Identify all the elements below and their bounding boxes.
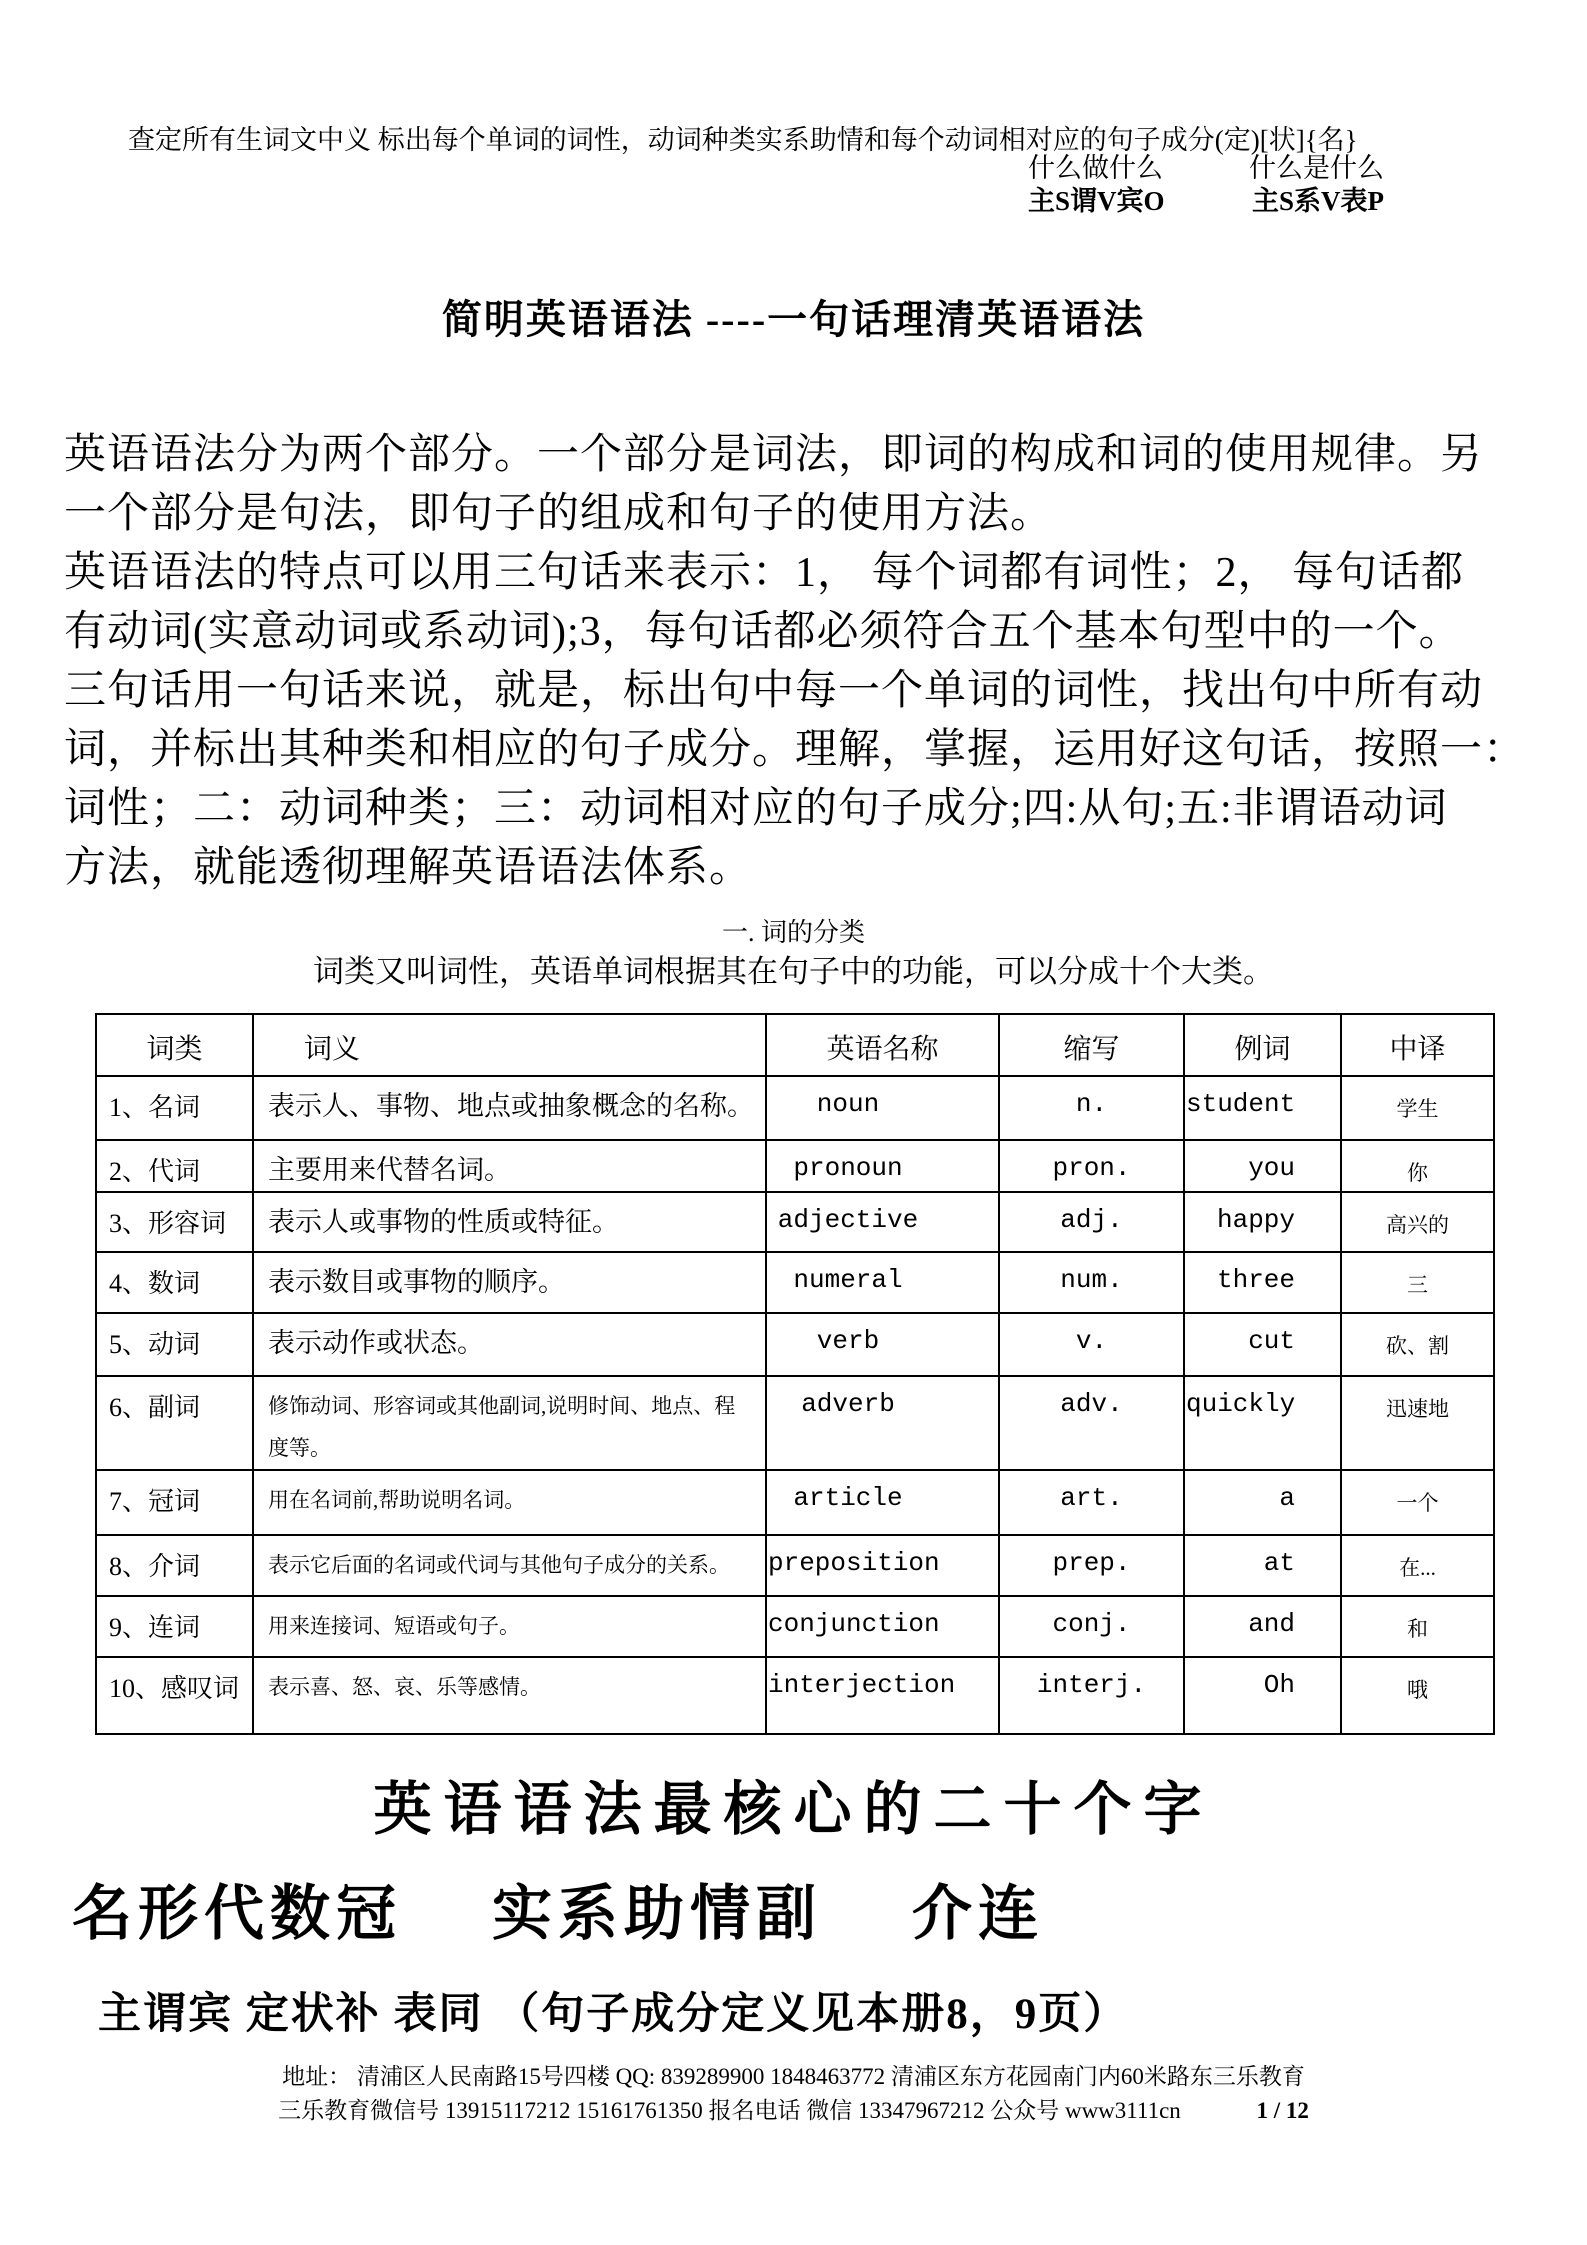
header-annotation-line1: 查定所有生词文中义 标出每个单词的词性，动词种类实系助情和每个动词相对应的句子成分(定)[状]{名} xyxy=(128,125,1358,155)
table-cell: prep. xyxy=(999,1535,1184,1596)
core-word-group: 名形代数冠 xyxy=(72,1881,402,1947)
parts-of-speech-table xyxy=(95,1013,1495,1735)
intro-line: 有动词(实意动词或系动词);3，每句话都必须符合五个基本句型中的一个。 xyxy=(64,609,1462,655)
table-row xyxy=(96,1076,1494,1140)
column-header: 中译 xyxy=(1341,1014,1494,1076)
table-cell: Oh xyxy=(1184,1657,1341,1734)
annotation-what-is-what: 什么是什么 xyxy=(1249,153,1384,183)
table-cell: 哦 xyxy=(1341,1657,1494,1734)
intro-line: 三句话用一句话来说，就是，标出句中每一个单词的词性，找出句中所有动 xyxy=(64,668,1484,714)
table-cell: pron. xyxy=(999,1140,1184,1192)
table-cell: 三 xyxy=(1341,1252,1494,1313)
header-annotation-line2 xyxy=(1028,152,1384,185)
table-row xyxy=(96,1313,1494,1376)
page-title: 简明英语语法 ----一句话理清英语语法 xyxy=(441,297,1146,342)
table-cell: 4、数词 xyxy=(96,1252,253,1313)
table-cell: 表示人或事物的性质或特征。 xyxy=(253,1192,766,1252)
intro-paragraph xyxy=(64,426,1530,898)
table-cell: 和 xyxy=(1341,1596,1494,1657)
table-cell: conj. xyxy=(999,1596,1184,1657)
header-annotation-line3 xyxy=(1028,185,1384,218)
table-cell: 10、感叹词 xyxy=(96,1657,253,1734)
table-cell: num. xyxy=(999,1252,1184,1313)
table-cell: and xyxy=(1184,1596,1341,1657)
table-body xyxy=(96,1076,1494,1734)
section-subheading: 词类又叫词性，英语单词根据其在句子中的功能，可以分成十个大类。 xyxy=(313,954,1274,989)
table-cell: happy xyxy=(1184,1192,1341,1252)
table-cell: adv. xyxy=(999,1376,1184,1470)
annotation-svo-pattern: 主S谓V宾O xyxy=(1028,186,1165,216)
table-cell: you xyxy=(1184,1140,1341,1192)
table-cell: conjunction xyxy=(766,1596,999,1657)
table-cell: student xyxy=(1184,1076,1341,1140)
table-cell: n. xyxy=(999,1076,1184,1140)
table-cell: numeral xyxy=(766,1252,999,1313)
table-row xyxy=(96,1657,1494,1734)
intro-line: 词性；二：动词种类；三：动词相对应的句子成分;四:从句;五:非谓语动词 xyxy=(64,786,1448,832)
footer-address-line: 地址： 清浦区人民南路15号四楼 QQ: 839289900 1848463772 清浦区东方花园南门内60米路东三乐教育 xyxy=(282,2064,1305,2089)
table-cell: 在... xyxy=(1341,1535,1494,1596)
table-cell: adjective xyxy=(766,1192,999,1252)
table-cell: 迅速地 xyxy=(1341,1376,1494,1470)
table-cell: 主要用来代替名词。 xyxy=(253,1140,766,1192)
footer-contact-text: 三乐教育微信号 13915117212 15161761350 报名电话 微信 13347967212 公众号 www3111cn xyxy=(278,2098,1181,2123)
intro-line: 词，并标出其种类和相应的句子成分。理解，掌握，运用好这句话，按照一： xyxy=(64,727,1527,773)
table-cell: 一个 xyxy=(1341,1470,1494,1535)
table-cell: 表示数目或事物的顺序。 xyxy=(253,1252,766,1313)
section-heading: 一. 词的分类 xyxy=(721,918,865,947)
table-cell: 9、连词 xyxy=(96,1596,253,1657)
table-cell: 3、形容词 xyxy=(96,1192,253,1252)
footer-contact-line xyxy=(0,2092,1587,2125)
column-header: 缩写 xyxy=(999,1014,1184,1076)
column-header: 英语名称 xyxy=(766,1014,999,1076)
table-cell: three xyxy=(1184,1252,1341,1313)
header-annotation-block xyxy=(1028,152,1384,218)
table-cell: 你 xyxy=(1341,1140,1494,1192)
table-cell: 修饰动词、形容词或其他副词,说明时间、地点、程度等。 xyxy=(253,1376,766,1470)
table-cell: 2、代词 xyxy=(96,1140,253,1192)
table-cell: 表示动作或状态。 xyxy=(253,1313,766,1376)
table-cell: pronoun xyxy=(766,1140,999,1192)
intro-line: 英语语法的特点可以用三句话来表示：1， 每个词都有词性；2， 每句话都 xyxy=(64,550,1465,596)
table-cell: preposition xyxy=(766,1535,999,1596)
table-cell: a xyxy=(1184,1470,1341,1535)
table-cell: 表示人、事物、地点或抽象概念的名称。 xyxy=(253,1076,766,1140)
intro-line: 一个部分是句法，即句子的组成和句子的使用方法。 xyxy=(64,491,1054,537)
table-row xyxy=(96,1192,1494,1252)
table-cell: cut xyxy=(1184,1313,1341,1376)
table-cell: 表示喜、怒、哀、乐等感情。 xyxy=(253,1657,766,1734)
column-header: 词义 xyxy=(253,1014,766,1076)
core-word-group: 介连 xyxy=(912,1881,1044,1947)
sentence-components-line: 主谓宾 定状补 表同 （句子成分定义见本册8，9页） xyxy=(98,1991,1129,2038)
table-cell: 学生 xyxy=(1341,1076,1494,1140)
table-row xyxy=(96,1140,1494,1192)
table-cell: interj. xyxy=(999,1657,1184,1734)
table-header xyxy=(96,1014,1494,1076)
table-cell: noun xyxy=(766,1076,999,1140)
table-cell: at xyxy=(1184,1535,1341,1596)
core-twenty-chars-heading: 英语语法最核心的二十个字 xyxy=(373,1777,1214,1842)
table-header-row xyxy=(96,1014,1494,1076)
table-cell: 用在名词前,帮助说明名词。 xyxy=(253,1470,766,1535)
table-cell: art. xyxy=(999,1470,1184,1535)
table-cell: article xyxy=(766,1470,999,1535)
table-cell: 7、冠词 xyxy=(96,1470,253,1535)
table-cell: adverb xyxy=(766,1376,999,1470)
table-cell: 8、介词 xyxy=(96,1535,253,1596)
table-cell: 用来连接词、短语或句子。 xyxy=(253,1596,766,1657)
annotation-what-does-what: 什么做什么 xyxy=(1028,153,1163,183)
table-cell: verb xyxy=(766,1313,999,1376)
intro-line: 英语语法分为两个部分。一个部分是词法，即词的构成和词的使用规律。另 xyxy=(64,432,1484,478)
table-cell: 砍、割 xyxy=(1341,1313,1494,1376)
table-cell: 6、副词 xyxy=(96,1376,253,1470)
page-number: 1 / 12 xyxy=(1256,2098,1309,2123)
table-cell: 1、名词 xyxy=(96,1076,253,1140)
column-header: 词类 xyxy=(96,1014,253,1076)
core-words-line xyxy=(72,1866,1044,1952)
table-row xyxy=(96,1535,1494,1596)
table-cell: 5、动词 xyxy=(96,1313,253,1376)
column-header: 例词 xyxy=(1184,1014,1341,1076)
table-cell: interjection xyxy=(766,1657,999,1734)
table-row xyxy=(96,1470,1494,1535)
table-cell: 高兴的 xyxy=(1341,1192,1494,1252)
table-cell: v. xyxy=(999,1313,1184,1376)
intro-line: 方法，就能透彻理解英语语法体系。 xyxy=(64,845,753,891)
table-cell: adj. xyxy=(999,1192,1184,1252)
core-word-group: 实系助情副 xyxy=(492,1881,822,1947)
table-row xyxy=(96,1596,1494,1657)
table-cell: quickly xyxy=(1184,1376,1341,1470)
table-row xyxy=(96,1252,1494,1313)
annotation-svp-pattern: 主S系V表P xyxy=(1251,186,1384,216)
table-cell: 表示它后面的名词或代词与其他句子成分的关系。 xyxy=(253,1535,766,1596)
table-row xyxy=(96,1376,1494,1470)
